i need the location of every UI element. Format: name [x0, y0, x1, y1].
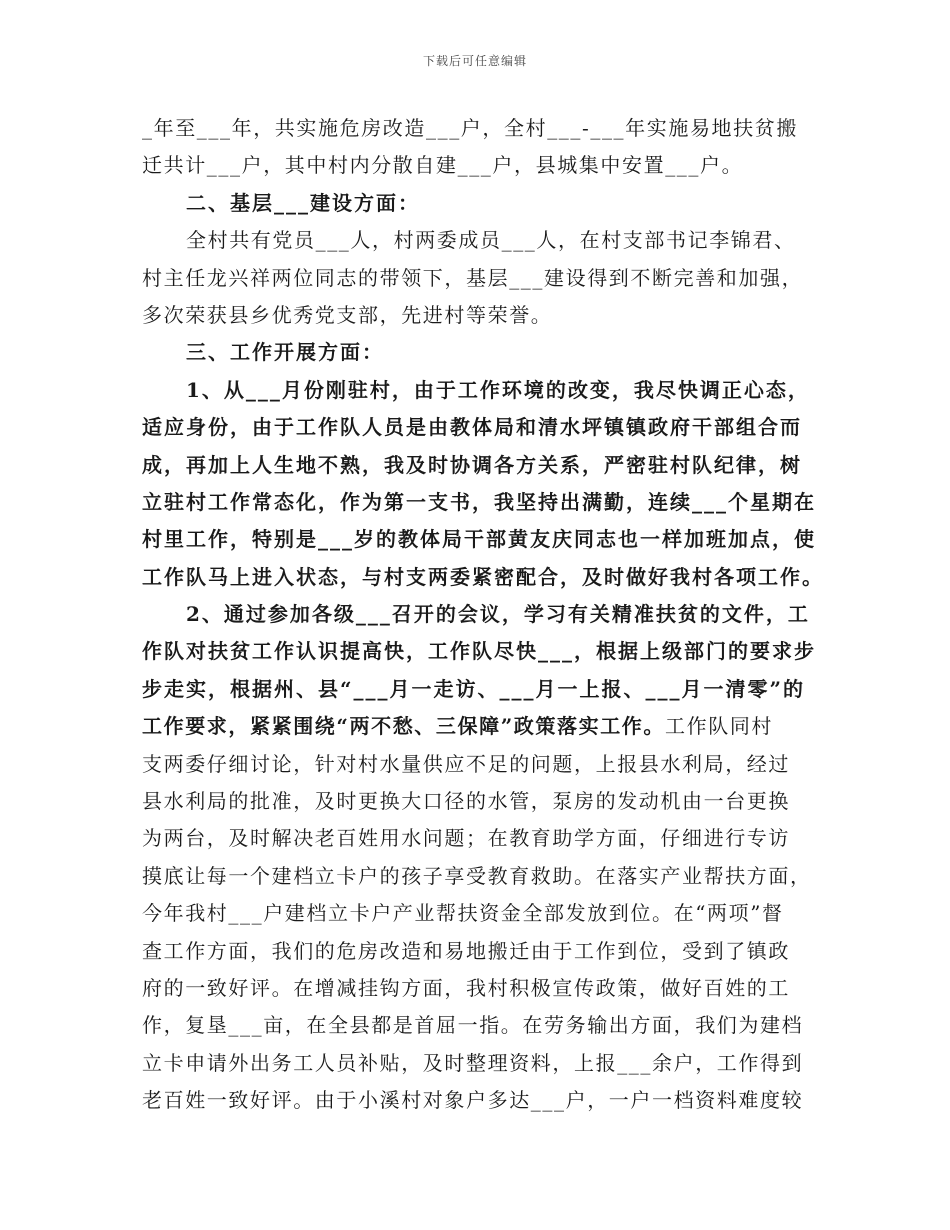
text-line: 作队对扶贫工作认识提高快，工作队尽快___，根据上级部门的要求步	[142, 639, 816, 664]
text-line: 1、从___月份刚驻村，由于工作环境的改变，我尽快调正心态，	[186, 377, 810, 402]
text-line: _年至___年，共实施危房改造___户，全村___-___年实施易地扶贫搬	[142, 116, 798, 140]
text-line: 府的一致好评。在增减挂钩方面，我村积极宣传政策，做好百姓的工	[142, 975, 790, 1000]
bold-segment: 工作要求，紧紧围绕“两不愁、三保障”政策落实工作。	[142, 714, 666, 739]
text-line: 支两委仔细讨论，针对村水量供应不足的问题，上报县水利局，经过	[142, 751, 790, 776]
text-line: 今年我村___户建档立卡户产业帮扶资金全部发放到位。在“两项”督	[142, 901, 784, 926]
text-line: 全村共有党员___人，村两委成员___人，在村支部书记李锦君、	[186, 228, 796, 253]
text-line: 立驻村工作常态化，作为第一支书，我坚持出满勤，连续___个星期在	[142, 489, 816, 514]
text-line: 迁共计___户，其中村内分散自建___户，县城集中安置___户。	[142, 153, 744, 178]
text-line: 作，复垦___亩，在全县都是首屈一指。在劳务输出方面，我们为建档	[142, 1013, 804, 1038]
text-line: 多次荣获县乡优秀党支部，先进村等荣誉。	[142, 302, 553, 327]
section-heading: 二、基层___建设方面：	[186, 190, 420, 215]
text-line: 村里工作，特别是___岁的教体局干部黄友庆同志也一样加班加点，使	[142, 527, 816, 552]
text-line: 步走实，根据州、县“___月一走访、___月一上报、___月一清零”的	[142, 676, 806, 701]
text-line	[142, 708, 822, 745]
text-line: 查工作方面，我们的危房改造和易地搬迁由于工作到位，受到了镇政	[142, 938, 790, 963]
text-line: 成，再加上人生地不熟，我及时协调各方关系，严密驻村队纪律，树	[142, 452, 802, 477]
text-line: 老百姓一致好评。由于小溪村对象户多达___户，一户一档资料难度较	[142, 1088, 804, 1113]
text-line: 2、通过参加各级___召开的会议，学习有关精准扶贫的文件，工	[186, 602, 810, 627]
page-header: 下载后可任意编辑	[422, 54, 527, 68]
text-line: 工作队马上进入状态，与村支两委紧密配合，及时做好我村各项工作。	[142, 564, 824, 589]
regular-segment: 工作队同村	[665, 714, 774, 739]
text-line: 立卡申请外出务工人员补贴，及时整理资料，上报___余户，工作得到	[142, 1050, 804, 1075]
text-line: 县水利局的批准，及时更换大口径的水管，泵房的发动机由一台更换	[142, 789, 790, 814]
text-line: 适应身份，由于工作队人员是由教体局和清水坪镇镇政府干部组合而	[142, 415, 802, 440]
text-line: 摸底让每一个建档立卡户的孩子享受教育救助。在落实产业帮扶方面，	[142, 863, 812, 888]
text-line: 为两台，及时解决老百姓用水问题；在教育助学方面，仔细进行专访	[142, 826, 790, 851]
text-line: 村主任龙兴祥两位同志的带领下，基层___建设得到不断完善和加强，	[142, 265, 804, 290]
section-heading: 三、工作开展方面：	[186, 340, 384, 365]
document-body	[142, 110, 822, 1120]
